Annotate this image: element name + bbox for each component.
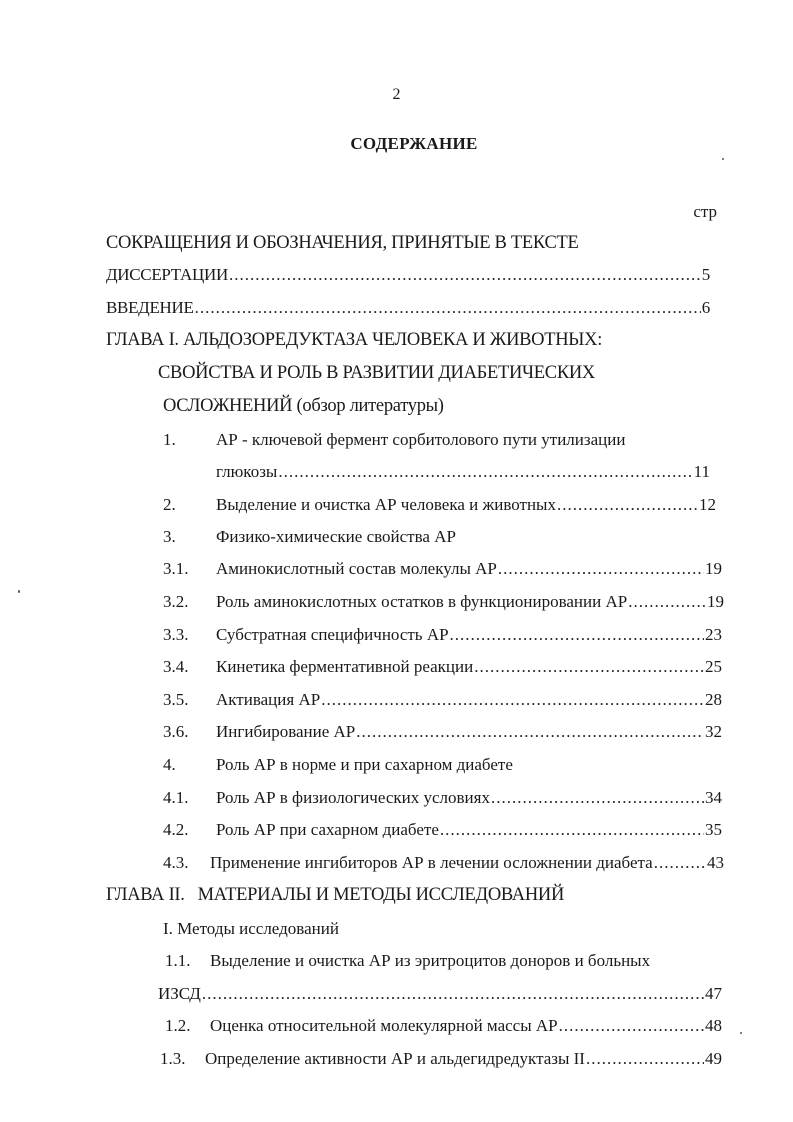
toc-entry-4-2 xyxy=(216,819,722,841)
toc-leader xyxy=(356,721,704,743)
toc-entry-text: глюкозы xyxy=(216,462,278,481)
toc-leader xyxy=(278,461,692,483)
toc-entry-text: Субстратная специфичность АР xyxy=(216,625,449,644)
toc-abbrev-line1: СОКРАЩЕНИЯ И ОБОЗНАЧЕНИЯ, ПРИНЯТЫЕ В ТЕКСТЕ xyxy=(106,233,579,253)
toc-leader xyxy=(321,689,704,711)
toc-entry-4-1 xyxy=(216,787,722,809)
toc-number: 4.1. xyxy=(163,788,189,807)
toc-number: 3.6. xyxy=(163,722,189,741)
toc-entry-1-line1: АР - ключевой фермент сорбитолового пути утилизации xyxy=(216,430,626,449)
toc-leader xyxy=(202,983,704,1005)
toc-entry-4: Роль АР в норме и при сахарном диабете xyxy=(216,755,513,774)
toc-leader xyxy=(229,264,701,286)
toc-entry-text: Кинетика ферментативной реакции xyxy=(216,657,474,676)
toc-entry-3-3 xyxy=(216,624,722,646)
toc-leader xyxy=(498,558,704,580)
toc-chapter1-line3: ОСЛОЖНЕНИЙ (обзор литературы) xyxy=(163,396,444,416)
toc-entry-text: Роль АР при сахарном диабете xyxy=(216,820,439,839)
toc-number: 2. xyxy=(163,495,176,514)
toc-number: 1.2. xyxy=(165,1016,191,1035)
toc-entry-3-5 xyxy=(216,689,722,711)
toc-entry-text: Применение ингибиторов АР в лечении осложнении диабета xyxy=(210,853,653,872)
page-number: 2 xyxy=(392,86,401,103)
toc-methods-heading: I. Методы исследований xyxy=(163,919,339,938)
page-title: СОДЕРЖАНИЕ xyxy=(350,134,478,153)
toc-entry-text: Выделение и очистка АР человека и животных xyxy=(216,495,556,514)
toc-entry-3: Физико-химические свойства АР xyxy=(216,527,456,546)
toc-number: 3.5. xyxy=(163,690,189,709)
toc-entry-m1-1 xyxy=(158,983,722,1005)
toc-entry-3-2 xyxy=(216,591,724,613)
toc-page-ref: 25 xyxy=(705,657,722,676)
toc-page-ref: 19 xyxy=(705,559,722,578)
toc-page-ref: 12 xyxy=(699,495,716,514)
toc-number: 1.1. xyxy=(165,951,191,970)
toc-entry-text: Определение активности АР и альдегидредуктазы II xyxy=(205,1049,585,1068)
toc-leader xyxy=(559,1015,704,1037)
toc-entry-text: Роль аминокислотных остатков в функционировании АР xyxy=(216,592,628,611)
scan-speck xyxy=(722,158,724,160)
toc-entry-2 xyxy=(216,494,716,516)
scan-speck xyxy=(18,590,20,593)
scan-speck xyxy=(740,1032,742,1034)
toc-entry-text: ИЗСД xyxy=(158,984,201,1003)
toc-page-ref: 35 xyxy=(705,820,722,839)
toc-page-ref: 49 xyxy=(705,1049,722,1068)
toc-page-ref: 32 xyxy=(705,722,722,741)
toc-leader xyxy=(557,494,698,516)
toc-leader xyxy=(474,656,704,678)
toc-number: 4.3. xyxy=(163,853,189,872)
toc-leader xyxy=(586,1048,704,1070)
toc-page-ref: 23 xyxy=(705,625,722,644)
toc-leader xyxy=(195,297,701,319)
toc-entry-intro xyxy=(106,297,710,319)
toc-entry-text: Активация АР xyxy=(216,690,321,709)
toc-page-ref: 28 xyxy=(705,690,722,709)
toc-entry-text: Роль АР в физиологических условиях xyxy=(216,788,490,807)
toc-entry-3-1 xyxy=(216,558,722,580)
toc-chapter1-line1: ГЛАВА I. АЛЬДОЗОРЕДУКТАЗА ЧЕЛОВЕКА И ЖИВОТНЫХ: xyxy=(106,330,603,350)
toc-page-ref: 48 xyxy=(705,1016,722,1035)
toc-entry-text: Оценка относительной молекулярной массы АР xyxy=(210,1016,558,1035)
toc-page-ref: 43 xyxy=(707,853,724,872)
toc-leader xyxy=(450,624,704,646)
toc-entry-text: ВВЕДЕНИЕ xyxy=(106,298,194,317)
page-column-label: стр xyxy=(693,202,717,221)
toc-entry-m1-3 xyxy=(205,1048,722,1070)
toc-chapter2: ГЛАВА II. МАТЕРИАЛЫ И МЕТОДЫ ИССЛЕДОВАНИЙ xyxy=(106,885,565,905)
toc-number: 1. xyxy=(163,430,176,449)
toc-entry-text: ДИССЕРТАЦИИ xyxy=(106,265,228,284)
toc-number: 3.4. xyxy=(163,657,189,676)
toc-page-ref: 5 xyxy=(701,265,710,284)
toc-chapter1-line2: СВОЙСТВА И РОЛЬ В РАЗВИТИИ ДИАБЕТИЧЕСКИХ xyxy=(158,363,595,383)
toc-entry-1 xyxy=(216,461,710,483)
toc-entry-text: Ингибирование АР xyxy=(216,722,356,741)
toc-entry-3-6 xyxy=(216,721,722,743)
toc-number: 3.3. xyxy=(163,625,189,644)
toc-page-ref: 47 xyxy=(705,984,722,1003)
toc-leader xyxy=(491,787,704,809)
toc-number: 3.2. xyxy=(163,592,189,611)
toc-entry-m1-2 xyxy=(210,1015,722,1037)
toc-page-ref: 34 xyxy=(705,788,722,807)
toc-number: 1.3. xyxy=(160,1049,186,1068)
toc-entry-text: Аминокислотный состав молекулы АР xyxy=(216,559,497,578)
toc-number: 3.1. xyxy=(163,559,189,578)
toc-entry-m1-1-line1: Выделение и очистка АР из эритроцитов доноров и больных xyxy=(210,951,651,970)
toc-page-ref: 11 xyxy=(693,462,710,481)
toc-number: 4.2. xyxy=(163,820,189,839)
toc-page-ref: 6 xyxy=(701,298,710,317)
toc-page-ref: 19 xyxy=(707,592,724,611)
toc-entry-abbrev xyxy=(106,264,710,286)
toc-number: 4. xyxy=(163,755,176,774)
toc-entry-3-4 xyxy=(216,656,722,678)
toc-leader xyxy=(628,591,706,613)
toc-number: 3. xyxy=(163,527,176,546)
toc-leader xyxy=(654,852,706,874)
toc-leader xyxy=(440,819,704,841)
toc-entry-4-3 xyxy=(210,852,724,874)
